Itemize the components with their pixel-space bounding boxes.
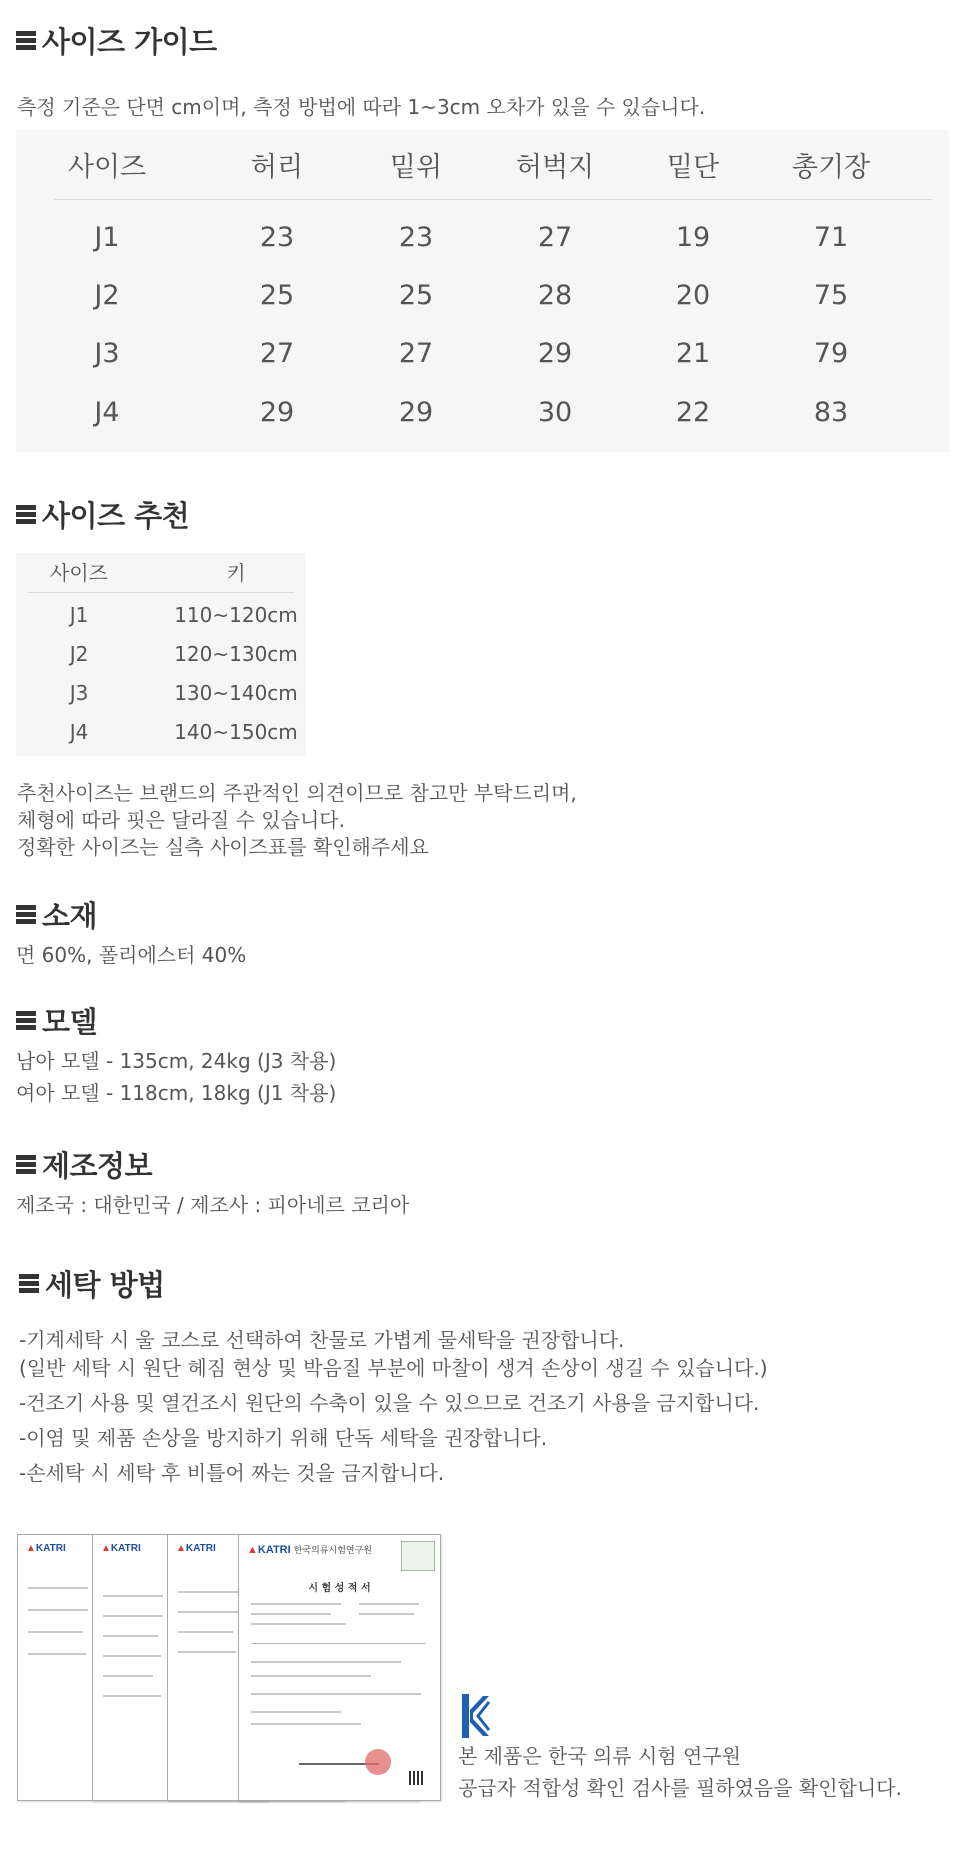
- table-cell: 120~130cm: [174, 642, 298, 666]
- section-title-size-guide: [16, 20, 217, 61]
- washing-line: -건조기 사용 및 열건조시 원단의 수축이 있을 수 있으므로 건조기 사용을 금지합니다.: [19, 1391, 760, 1415]
- table-header-row: [16, 148, 949, 188]
- table-cell: 75: [813, 280, 849, 311]
- washing-line: -이염 및 제품 손상을 방지하기 위해 단독 세탁을 권장합니다.: [19, 1426, 548, 1450]
- table-cell: J3: [69, 681, 89, 705]
- table-row: [16, 393, 949, 433]
- list-icon: [16, 905, 36, 924]
- table-cell: J2: [94, 280, 120, 311]
- table-divider: [54, 199, 932, 200]
- list-icon: [19, 1274, 39, 1293]
- kc-certification-icon: [461, 1693, 491, 1739]
- table-cell: 23: [398, 222, 434, 253]
- table-cell: 29: [537, 338, 573, 369]
- size-recommend-title: 사이즈 추천: [42, 499, 190, 533]
- table-header-cell: 사이즈: [50, 561, 108, 585]
- model-line: 여아 모델 - 118cm, 18kg (J1 착용): [16, 1081, 337, 1105]
- table-cell: J2: [69, 642, 89, 666]
- table-cell: 19: [675, 222, 711, 253]
- table-cell: 27: [259, 338, 295, 369]
- table-header-cell: 총기장: [791, 152, 871, 183]
- table-cell: 20: [675, 280, 711, 311]
- table-header-cell: 허리: [250, 152, 304, 183]
- material-title: 소재: [42, 899, 98, 933]
- certificate-doc-title: 시 험 성 적 서: [308, 1583, 371, 1594]
- washing-title: 세탁 방법: [45, 1268, 165, 1302]
- size-guide-note: 측정 기준은 단면 cm이며, 측정 방법에 따라 1~3cm 오차가 있을 수 있습니다.: [17, 95, 706, 119]
- table-cell: 27: [398, 338, 434, 369]
- recommend-note-line: 체형에 따라 핏은 달라질 수 있습니다.: [17, 808, 345, 832]
- table-cell: 130~140cm: [174, 681, 298, 705]
- table-cell: J1: [69, 603, 89, 627]
- certificate-text-line: 본 제품은 한국 의류 시험 연구원: [458, 1744, 741, 1768]
- recommend-note-line: 추천사이즈는 브랜드의 주관적인 의견이므로 참고만 부탁드리며,: [17, 781, 577, 805]
- size-guide-table: [16, 130, 949, 452]
- model-line: 남아 모델 - 135cm, 24kg (J3 착용): [16, 1049, 337, 1073]
- size-recommend-table: [16, 553, 306, 756]
- washing-line: -손세탁 시 세탁 후 비틀어 짜는 것을 금지합니다.: [19, 1461, 445, 1485]
- washing-line: (일반 세탁 시 원단 헤짐 현상 및 박음질 부분에 마찰이 생겨 손상이 생길 수 있습니다.): [19, 1356, 768, 1380]
- table-cell: 79: [813, 338, 849, 369]
- table-cell: J4: [69, 720, 89, 744]
- table-cell: 29: [398, 397, 434, 428]
- katri-logo: ▲KATRI: [176, 1543, 216, 1554]
- list-icon: [16, 1155, 36, 1174]
- table-cell: 30: [537, 397, 573, 428]
- table-cell: 29: [259, 397, 295, 428]
- section-title-size-recommend: [16, 494, 189, 535]
- list-icon: [16, 31, 36, 50]
- table-header-cell: 사이즈: [67, 152, 147, 183]
- certificate-front-page: [238, 1534, 441, 1801]
- table-row: [16, 276, 949, 316]
- model-title: 모델: [42, 1005, 98, 1039]
- section-title-model: [16, 1000, 97, 1041]
- recommend-note-line: 정확한 사이즈는 실측 사이즈표를 확인해주세요: [17, 835, 429, 859]
- table-cell: 22: [675, 397, 711, 428]
- table-cell: 28: [537, 280, 573, 311]
- section-title-washing: [19, 1263, 165, 1304]
- katri-logo: ▲KATRI: [26, 1543, 66, 1554]
- table-divider: [28, 592, 294, 593]
- manufacture-text: 제조국 : 대한민국 / 제조사 : 피아네르 코리아: [16, 1193, 410, 1217]
- table-cell: 71: [813, 222, 849, 253]
- table-cell: 83: [813, 397, 849, 428]
- katri-logo: ▲KATRI: [101, 1543, 141, 1554]
- table-header-cell: 밑단: [666, 152, 720, 183]
- size-guide-title: 사이즈 가이드: [42, 25, 217, 59]
- list-icon: [16, 1011, 36, 1030]
- table-cell: J4: [94, 397, 120, 428]
- table-row: [16, 334, 949, 374]
- manufacture-title: 제조정보: [42, 1149, 153, 1183]
- table-header-cell: 키: [226, 561, 246, 585]
- material-text: 면 60%, 폴리에스터 40%: [16, 943, 247, 967]
- table-cell: 140~150cm: [174, 720, 298, 744]
- table-cell: J3: [94, 338, 120, 369]
- table-header-cell: 밑위: [389, 152, 443, 183]
- table-cell: 110~120cm: [174, 603, 298, 627]
- table-header-cell: 허벅지: [515, 152, 595, 183]
- table-cell: 27: [537, 222, 573, 253]
- list-icon: [16, 505, 36, 524]
- table-cell: 21: [675, 338, 711, 369]
- certificate-text-line: 공급자 적합성 확인 검사를 필하였음을 확인합니다.: [458, 1776, 902, 1800]
- katri-logo: ▲KATRI 한국의류시험연구원: [247, 1544, 372, 1556]
- table-cell: 23: [259, 222, 295, 253]
- section-title-material: [16, 894, 97, 935]
- washing-line: -기계세탁 시 울 코스로 선택하여 찬물로 가볍게 물세탁을 권장합니다.: [19, 1328, 625, 1352]
- table-row: [16, 218, 949, 258]
- table-cell: J1: [94, 222, 120, 253]
- table-cell: 25: [398, 280, 434, 311]
- table-cell: 25: [259, 280, 295, 311]
- section-title-manufacture: [16, 1144, 152, 1185]
